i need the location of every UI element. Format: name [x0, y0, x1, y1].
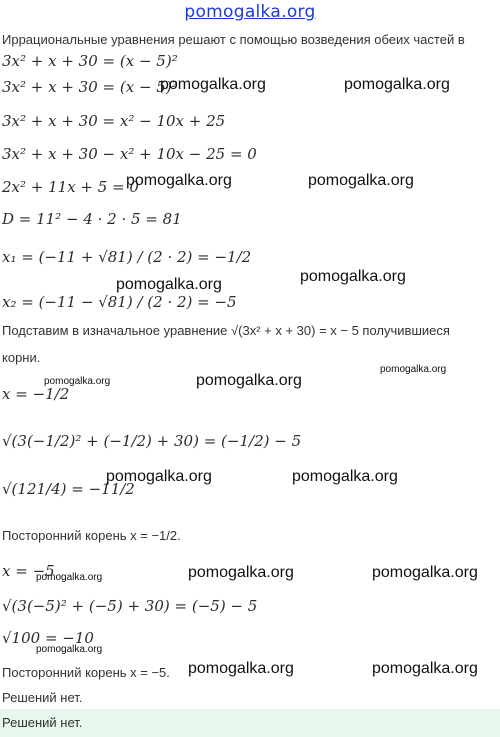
watermark: pomogalka.org [36, 644, 103, 655]
watermark: pomogalka.org [188, 564, 294, 581]
equation-5: 2x² + 11x + 5 = 0 [2, 178, 139, 196]
extraneous-root-1: Посторонний корень x = −1/2. [2, 528, 181, 543]
final-answer-box [0, 709, 500, 737]
equation-3: 3x² + x + 30 = x² − 10x + 25 [2, 112, 226, 130]
intro-text: Иррациональные уравнения решают с помощью возведения обеих частей в [2, 32, 465, 47]
check1-equation: √(3(−1/2)² + (−1/2) + 30) = (−1/2) − 5 [2, 432, 302, 450]
watermark: pomogalka.org [372, 660, 478, 677]
watermark: pomogalka.org [44, 376, 111, 387]
watermark: pomogalka.org [372, 564, 478, 581]
equation-2: 3x² + x + 30 = (x − 5)² [2, 78, 178, 96]
no-solutions-text: Решений нет. [2, 690, 83, 705]
substitution-text-2: корни. [2, 350, 41, 365]
watermark: pomogalka.org [300, 268, 406, 285]
root-x1: x₁ = (−11 + √81) / (2 · 2) = −1/2 [2, 248, 252, 266]
check2-equation: √(3(−5)² + (−5) + 30) = (−5) − 5 [2, 597, 258, 615]
watermark: pomogalka.org [292, 468, 398, 485]
check1-result: √(121/4) = −11/2 [2, 480, 135, 498]
equation-4: 3x² + x + 30 − x² + 10x − 25 = 0 [2, 145, 257, 163]
watermark: pomogalka.org [380, 364, 447, 375]
site-watermark-header[interactable]: pomogalka.org [184, 2, 316, 22]
watermark: pomogalka.org [116, 276, 222, 293]
check2-x: x = −5 [2, 562, 55, 580]
watermark: pomogalka.org [308, 172, 414, 189]
watermark: pomogalka.org [36, 572, 103, 583]
watermark: pomogalka.org [106, 468, 212, 485]
watermark: pomogalka.org [344, 76, 450, 93]
final-answer: Решений нет. [2, 715, 83, 730]
watermark: pomogalka.org [188, 660, 294, 677]
watermark: pomogalka.org [196, 372, 302, 389]
check1-x: x = −1/2 [2, 385, 70, 403]
root-x2: x₂ = (−11 − √81) / (2 · 2) = −5 [2, 293, 237, 311]
watermark: pomogalka.org [160, 76, 266, 93]
check2-result: √100 = −10 [2, 629, 94, 647]
equation-1: 3x² + x + 30 = (x − 5)² [2, 52, 178, 70]
substitution-text: Подставим в изначальное уравнение √(3x² + x + 30) = x − 5 получившиеся [2, 323, 450, 338]
extraneous-root-2: Посторонний корень x = −5. [2, 665, 170, 680]
discriminant: D = 11² − 4 · 2 · 5 = 81 [2, 210, 182, 228]
watermark: pomogalka.org [126, 172, 232, 189]
